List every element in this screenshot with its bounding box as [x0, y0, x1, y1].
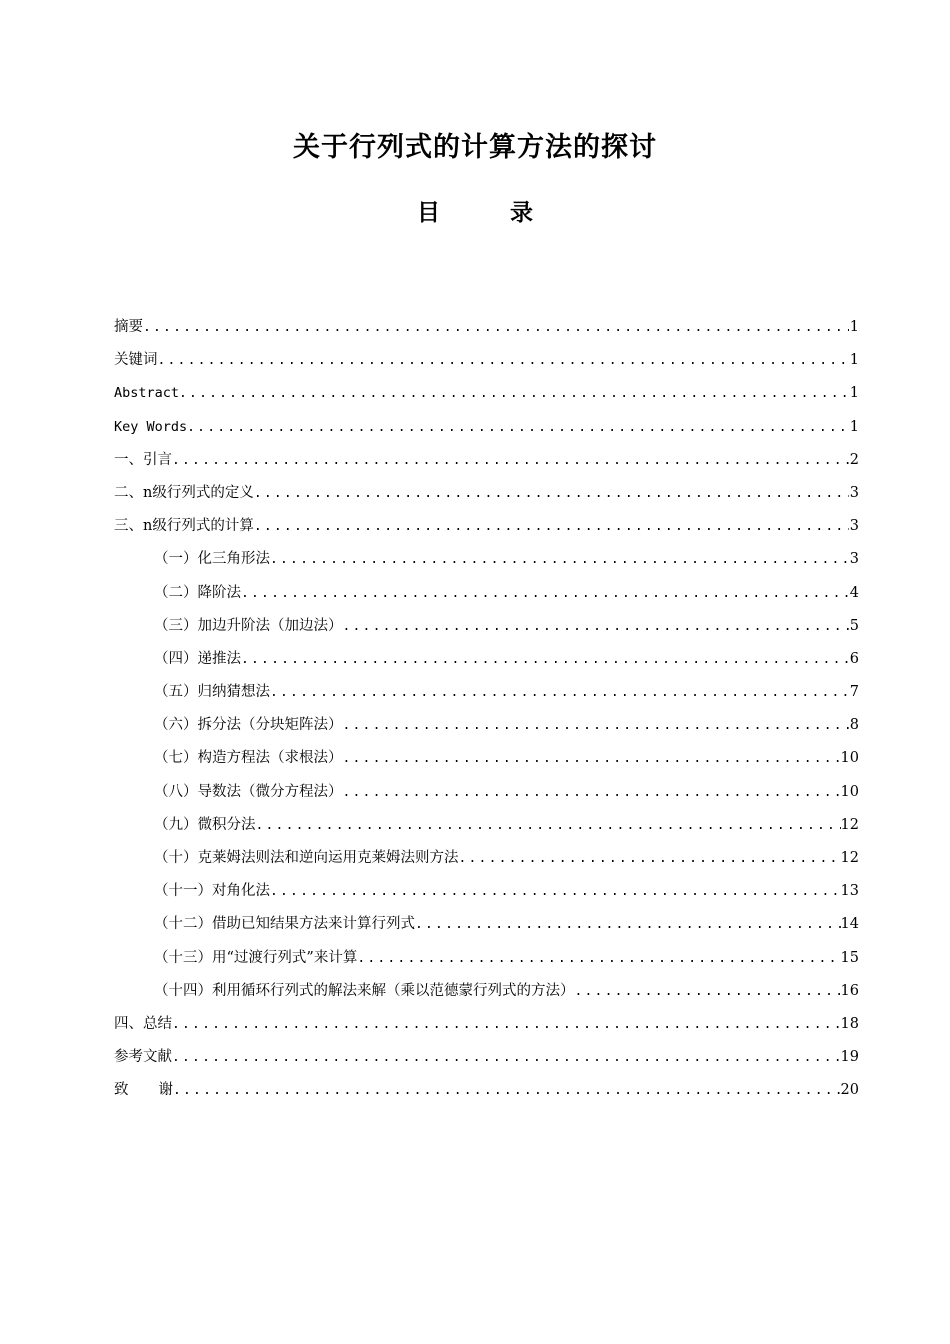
document-title: 关于行列式的计算方法的探讨 — [293, 132, 657, 163]
toc-entry-label: （四）递推法 — [154, 650, 241, 667]
toc-leader-dots — [254, 514, 849, 540]
toc-entry-label-right: 谢 — [158, 1082, 173, 1099]
toc-leader-dots — [241, 581, 849, 607]
toc-entry-page: 1 — [849, 418, 859, 435]
toc-leader-dots — [172, 1012, 841, 1038]
toc-leader-dots — [343, 713, 850, 739]
toc-entry-label: （八）导数法（微分方程法） — [154, 783, 343, 800]
toc-entry-page: 2 — [849, 451, 859, 468]
toc-entry-abstract-cn[interactable] — [114, 314, 859, 347]
toc-entry-page: 1 — [849, 385, 859, 402]
toc-entry-label — [114, 1077, 173, 1103]
toc-entry-label: 二、n级行列式的定义 — [114, 484, 254, 501]
toc-entry-method-11[interactable] — [114, 878, 859, 911]
toc-entry-label-left: 致 — [114, 1082, 129, 1099]
toc-heading-left: 目 — [417, 200, 440, 226]
toc-entry-label: 三、n级行列式的计算 — [114, 518, 254, 535]
toc-leader-dots — [575, 979, 841, 1005]
toc-entry-method-7[interactable] — [114, 745, 859, 778]
toc-entry-keywords-en[interactable] — [114, 414, 859, 447]
toc-entry-abstract-en[interactable] — [114, 380, 859, 413]
toc-entry-label: （一）化三角形法 — [154, 551, 270, 568]
toc-entry-label: （五）归纳猜想法 — [154, 684, 270, 701]
toc-leader-dots — [254, 481, 849, 507]
toc-entry-method-8[interactable] — [114, 779, 859, 812]
toc-entry-method-14[interactable] — [114, 978, 859, 1011]
toc-entry-acknowledgements[interactable] — [114, 1077, 859, 1110]
toc-entry-method-1[interactable] — [114, 546, 859, 579]
toc-entry-definition[interactable] — [114, 480, 859, 513]
toc-entry-label: 四、总结 — [114, 1015, 172, 1032]
toc-entry-method-3[interactable] — [114, 613, 859, 646]
toc-entry-page: 12 — [840, 850, 859, 866]
toc-entry-page: 3 — [849, 484, 859, 501]
toc-entry-page: 20 — [840, 1082, 859, 1099]
toc-entry-page: 7 — [849, 684, 859, 701]
toc-entry-method-13[interactable] — [114, 945, 859, 978]
toc-entry-method-2[interactable] — [114, 580, 859, 613]
toc-entry-page: 13 — [840, 883, 859, 900]
toc-leader-dots — [158, 348, 850, 374]
toc-entry-page: 1 — [849, 352, 859, 369]
toc-leader-dots — [173, 1078, 841, 1104]
toc-entry-page: 19 — [840, 1049, 859, 1066]
toc-entry-page: 10 — [840, 783, 859, 800]
toc-entry-label: （七）构造方程法（求根法） — [154, 750, 343, 767]
toc-entry-page: 16 — [840, 982, 859, 999]
toc-entry-method-6[interactable] — [114, 712, 859, 745]
toc-leader-dots — [172, 448, 849, 474]
toc-leader-dots — [270, 879, 841, 905]
toc-entry-label: Key Words — [114, 418, 188, 435]
toc-entry-label: （十二）借助已知结果方法来计算行列式 — [154, 916, 415, 933]
toc-entry-page: 15 — [840, 949, 859, 966]
toc-entry-page: 14 — [840, 916, 859, 933]
toc-leader-dots — [343, 746, 841, 772]
toc-entry-introduction[interactable] — [114, 447, 859, 480]
toc-entry-page: 3 — [849, 551, 859, 568]
toc-entry-label: （九）微积分法 — [154, 816, 256, 833]
toc-entry-references[interactable] — [114, 1044, 859, 1077]
toc-heading-right: 录 — [510, 200, 533, 226]
table-of-contents — [114, 314, 859, 1111]
toc-leader-dots — [179, 381, 849, 407]
toc-entry-label: 关键词 — [114, 352, 158, 369]
toc-entry-page: 10 — [840, 750, 859, 767]
toc-entry-page: 4 — [849, 584, 859, 601]
toc-entry-label: 参考文献 — [114, 1049, 172, 1066]
toc-leader-dots — [143, 315, 849, 341]
toc-entry-label: （十）克莱姆法则法和逆向运用克莱姆法则方法 — [154, 850, 459, 866]
toc-entry-page: 12 — [840, 816, 859, 833]
toc-leader-dots — [415, 912, 841, 938]
toc-leader-dots — [270, 680, 849, 706]
toc-entry-page: 3 — [849, 518, 859, 535]
toc-entry-page: 5 — [849, 617, 859, 634]
toc-entry-method-12[interactable] — [114, 911, 859, 944]
toc-entry-method-10[interactable] — [114, 845, 859, 878]
toc-leader-dots — [357, 946, 840, 972]
toc-entry-label: （十四）利用循环行列式的解法来解（乘以范德蒙行列式的方法） — [154, 982, 575, 999]
toc-leader-dots — [343, 780, 841, 806]
toc-entry-page: 18 — [840, 1015, 859, 1032]
toc-leader-dots — [270, 547, 849, 573]
toc-heading — [0, 196, 950, 230]
toc-entry-computation[interactable] — [114, 513, 859, 546]
toc-entry-label: Abstract — [114, 385, 180, 402]
toc-entry-label: （二）降阶法 — [154, 584, 241, 601]
toc-entry-label: 一、引言 — [114, 451, 172, 468]
toc-leader-dots — [343, 614, 850, 640]
toc-entry-keywords-cn[interactable] — [114, 347, 859, 380]
toc-entry-method-9[interactable] — [114, 812, 859, 845]
toc-entry-page: 8 — [849, 717, 859, 734]
toc-leader-dots — [256, 813, 841, 839]
toc-leader-dots — [172, 1045, 841, 1071]
toc-entry-page: 6 — [849, 650, 859, 667]
toc-entry-label: （六）拆分法（分块矩阵法） — [154, 717, 343, 734]
toc-entry-page: 1 — [849, 319, 859, 335]
toc-leader-dots — [459, 846, 841, 872]
toc-entry-label: （三）加边升阶法（加边法） — [154, 617, 343, 634]
toc-entry-summary[interactable] — [114, 1011, 859, 1044]
toc-entry-label: （十三）用“过渡行列式”来计算 — [154, 949, 358, 966]
toc-leader-dots — [241, 647, 849, 673]
toc-entry-label: 摘要 — [114, 319, 143, 335]
toc-entry-method-4[interactable] — [114, 646, 859, 679]
toc-entry-method-5[interactable] — [114, 679, 859, 712]
toc-entry-label: （十一）对角化法 — [154, 883, 270, 900]
toc-leader-dots — [187, 415, 849, 441]
